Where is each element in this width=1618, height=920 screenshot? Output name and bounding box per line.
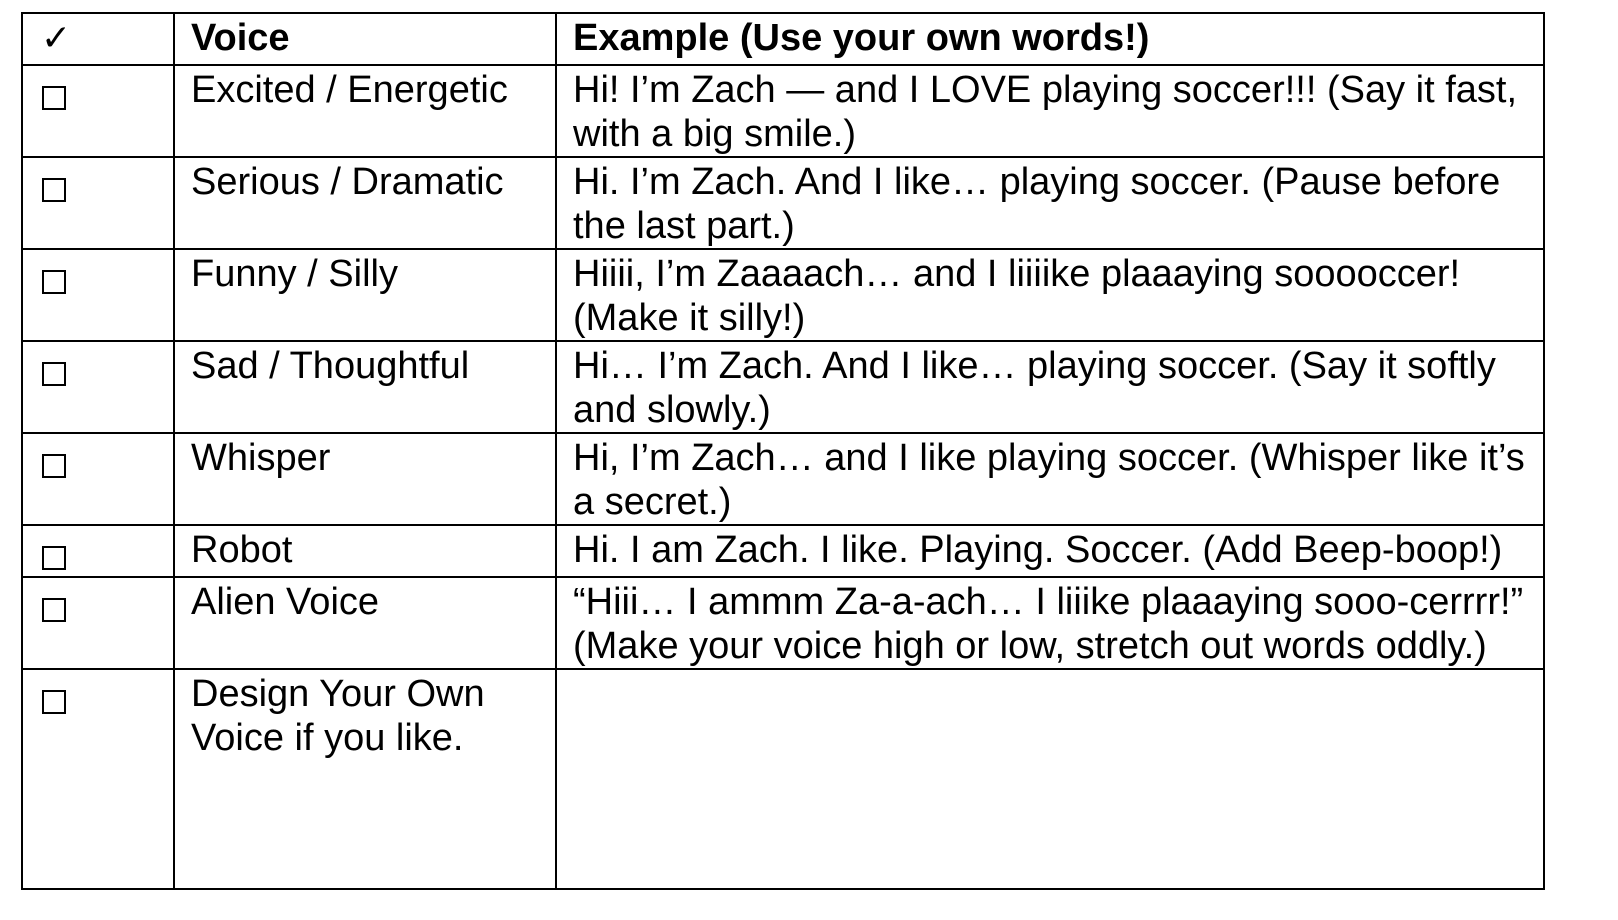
checkbox[interactable] (42, 454, 66, 478)
voice-label: Alien Voice (191, 581, 380, 623)
example-text: “Hiii… I ammm Za-a-ach… I liiike plaaaying sooo-cerrrr!” (Make your voice high or low, stretch out words oddly.) (573, 581, 1524, 667)
example-cell (556, 249, 1544, 341)
example-text: Hi, I’m Zach… and I like playing soccer. (Whisper like it’s a secret.) (573, 437, 1525, 523)
check-cell (22, 433, 174, 525)
header-row (22, 13, 1544, 65)
table-row (22, 65, 1544, 157)
voice-label: Funny / Silly (191, 253, 398, 295)
table-row (22, 157, 1544, 249)
example-text: Hi. I am Zach. I like. Playing. Soccer. (Add Beep-boop!) (573, 529, 1503, 571)
voice-label: Serious / Dramatic (191, 161, 504, 203)
example-text (557, 670, 1543, 672)
example-cell (556, 577, 1544, 669)
voice-label: Design Your Own Voice if you like. (191, 673, 485, 759)
voice-cell (174, 669, 556, 889)
table-row (22, 433, 1544, 525)
example-cell[interactable] (556, 669, 1544, 889)
header-example-cell (556, 13, 1544, 65)
table-row (22, 669, 1544, 889)
example-cell (556, 341, 1544, 433)
table-row (22, 525, 1544, 577)
voice-cell (174, 433, 556, 525)
example-text: Hi! I’m Zach — and I LOVE playing soccer!!! (Say it fast, with a big smile.) (573, 69, 1518, 155)
voice-label: Whisper (191, 437, 331, 479)
example-cell (556, 157, 1544, 249)
table-row (22, 341, 1544, 433)
check-cell (22, 525, 174, 577)
voice-label: Sad / Thoughtful (191, 345, 470, 387)
example-text: Hi. I’m Zach. And I like… playing soccer. (Pause before the last part.) (573, 161, 1501, 247)
example-cell (556, 65, 1544, 157)
checkbox[interactable] (42, 362, 66, 386)
header-voice-cell (174, 13, 556, 65)
checkbox[interactable] (42, 690, 66, 714)
header-example-label: Example (Use your own words!) (573, 17, 1150, 59)
voice-cell (174, 341, 556, 433)
table-row (22, 249, 1544, 341)
voice-label: Excited / Energetic (191, 69, 508, 111)
checkbox[interactable] (42, 86, 66, 110)
voice-cell (174, 157, 556, 249)
voice-cell (174, 525, 556, 577)
voice-cell (174, 65, 556, 157)
example-cell (556, 525, 1544, 577)
checkbox[interactable] (42, 546, 66, 570)
header-check-cell (22, 13, 174, 65)
header-voice-label: Voice (191, 17, 290, 59)
checkbox[interactable] (42, 598, 66, 622)
checkmark-icon: ✓ (41, 18, 72, 59)
check-cell (22, 669, 174, 889)
example-cell (556, 433, 1544, 525)
voice-label: Robot (191, 529, 293, 571)
check-cell (22, 157, 174, 249)
voice-cell (174, 249, 556, 341)
voice-table (21, 12, 1545, 890)
check-cell (22, 249, 174, 341)
example-text: Hi… I’m Zach. And I like… playing soccer. (Say it softly and slowly.) (573, 345, 1496, 431)
voice-cell (174, 577, 556, 669)
table-row (22, 577, 1544, 669)
check-cell (22, 341, 174, 433)
example-text: Hiiii, I’m Zaaaach… and I liiiike plaaaying sooooccer! (Make it silly!) (573, 253, 1461, 339)
checkbox[interactable] (42, 178, 66, 202)
checkbox[interactable] (42, 270, 66, 294)
check-cell (22, 65, 174, 157)
check-cell (22, 577, 174, 669)
